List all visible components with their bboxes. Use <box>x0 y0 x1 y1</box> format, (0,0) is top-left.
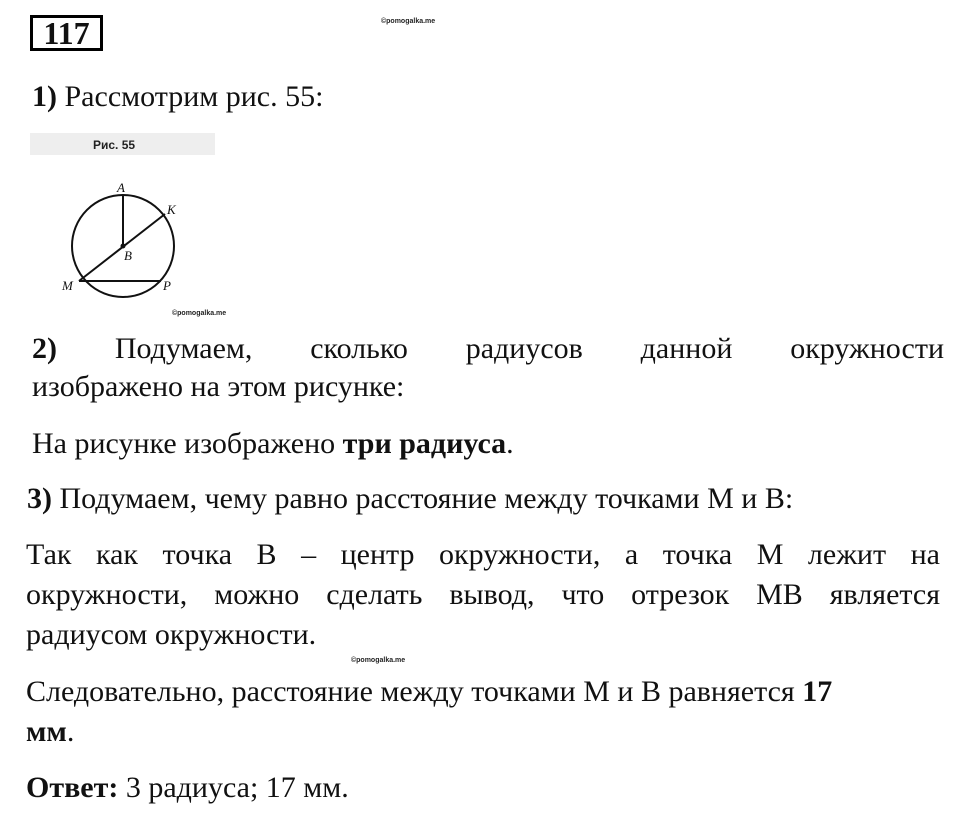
step-3-text: Подумаем, чему равно расстояние между точками М и В: <box>52 482 794 515</box>
conclusion-end: . <box>66 715 75 748</box>
figure-caption: Рис. 55 <box>93 138 136 152</box>
step-1-number: 1) <box>32 80 57 113</box>
step-3-paragraph-line-2: окружности, можно сделать вывод, что отрезок МВ является <box>26 578 940 611</box>
step-2-word: радиусов <box>465 332 583 365</box>
conclusion-line-2 <box>26 713 74 751</box>
watermark: ©pomogalka.me <box>381 18 436 25</box>
step-2-answer-text: На рисунке изображено <box>32 427 343 460</box>
label-K: K <box>167 202 176 217</box>
answer-label: Ответ: <box>26 771 119 804</box>
watermark: ©pomogalka.me <box>172 310 227 317</box>
step-1-text: Рассмотрим рис. 55: <box>57 80 324 113</box>
step-2-line-2: изображено на этом рисунке: <box>32 370 405 403</box>
conclusion-text: Следовательно, расстояние между точками М и В равняется <box>26 675 803 708</box>
final-answer <box>26 769 349 807</box>
conclusion-line-1 <box>26 673 832 711</box>
step-3-paragraph-line-1: Так как точка В – центр окружности, а точка М лежит на <box>26 538 940 571</box>
step-2-word: Подумаем, <box>114 332 253 365</box>
step-2-answer <box>32 425 514 463</box>
step-2-word: сколько <box>310 332 408 365</box>
label-P: P <box>163 278 171 293</box>
step-2-line-1 <box>32 330 944 368</box>
step-2-word: данной <box>640 332 733 365</box>
conclusion-unit: мм <box>26 715 67 748</box>
label-B: B <box>124 248 132 263</box>
step-3 <box>27 480 793 518</box>
figure-55-diagram <box>30 130 215 310</box>
conclusion-value: 17 <box>802 675 833 708</box>
task-number: 117 <box>30 15 103 51</box>
step-1 <box>32 78 323 116</box>
figure-55 <box>30 130 215 310</box>
label-A: A <box>117 180 125 195</box>
step-3-number: 3) <box>27 482 52 515</box>
step-2-word: окружности <box>790 332 944 365</box>
watermark: ©pomogalka.me <box>351 657 406 664</box>
label-M: M <box>62 278 73 293</box>
step-2-number: 2) <box>32 332 57 365</box>
step-2-answer-bold: три радиуса <box>342 427 507 460</box>
answer-text: 3 радиуса; 17 мм. <box>118 771 349 804</box>
step-3-paragraph-line-3: радиусом окружности. <box>26 618 317 651</box>
step-2-answer-end: . <box>506 427 514 460</box>
